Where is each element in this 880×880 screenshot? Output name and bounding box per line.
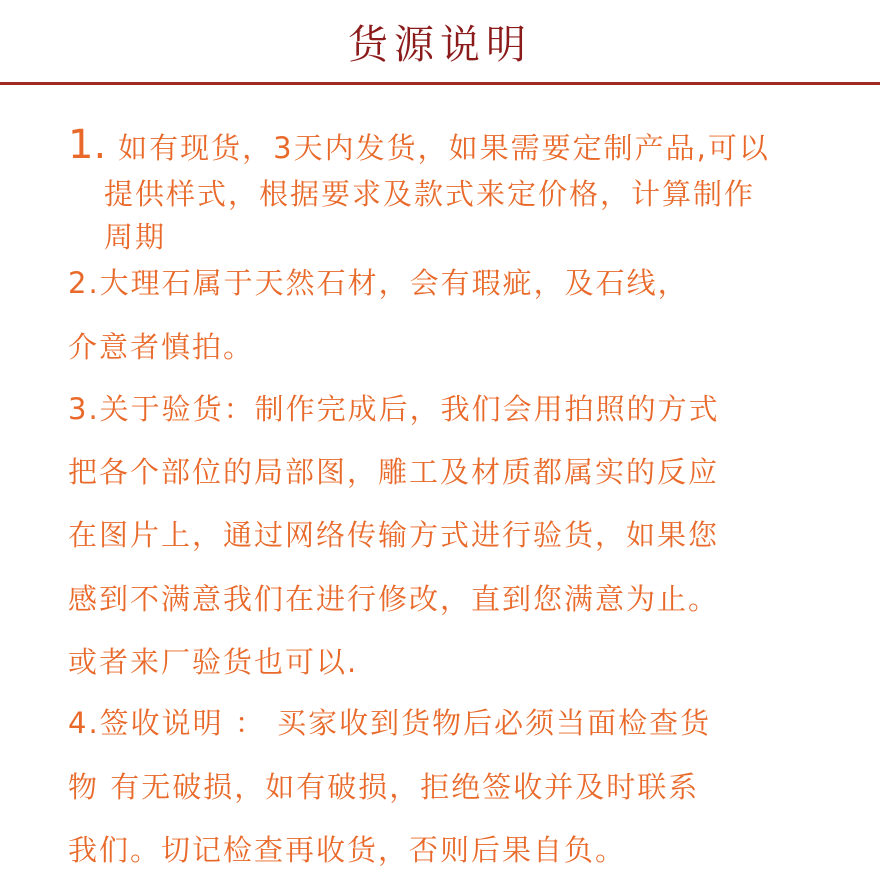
item-3-line-3: 在图片上，通过网络传输方式进行验货，如果您: [68, 518, 720, 552]
item-4-line-2: 物 有无破损，如有破损，拒绝签收并及时联系: [68, 770, 700, 804]
item-1-text-1: 如有现货，3天内发货，如果需要定制产品,可以: [118, 131, 770, 165]
item-4-number: 4.: [68, 706, 100, 740]
item-1-number: 1.: [68, 122, 107, 168]
item-4-text-1: 签收说明 ： 买家收到货物后必须当面检查货: [99, 706, 712, 740]
page-title: 货源说明: [348, 22, 532, 68]
item-1-line-3: 周期: [104, 220, 167, 254]
item-2-number: 2.: [68, 266, 100, 300]
item-3-line-1: [68, 392, 720, 426]
item-2-line-1: [68, 266, 689, 300]
item-3-line-2: 把各个部位的局部图，雕工及材质都属实的反应: [68, 455, 720, 489]
item-3-text-1: 关于验货：制作完成后，我们会用拍照的方式: [99, 392, 720, 426]
item-3-line-4: 感到不满意我们在进行修改，直到您满意为止。: [68, 582, 720, 616]
item-2-line-2: 介意者慎拍。: [68, 330, 255, 364]
item-2-text-1: 大理石属于天然石材，会有瑕疵，及石线，: [99, 266, 689, 300]
title-divider: [0, 82, 880, 85]
item-4-line-3: 我们。切记检查再收货，否则后果自负。: [68, 833, 627, 867]
item-3-number: 3.: [68, 392, 100, 426]
item-3-line-5: 或者来厂验货也可以.: [68, 645, 359, 679]
item-4-line-1: [68, 706, 711, 740]
item-1-line-2: 提供样式，根据要求及款式来定价格，计算制作: [104, 177, 756, 211]
item-1-line-1: [68, 122, 770, 168]
